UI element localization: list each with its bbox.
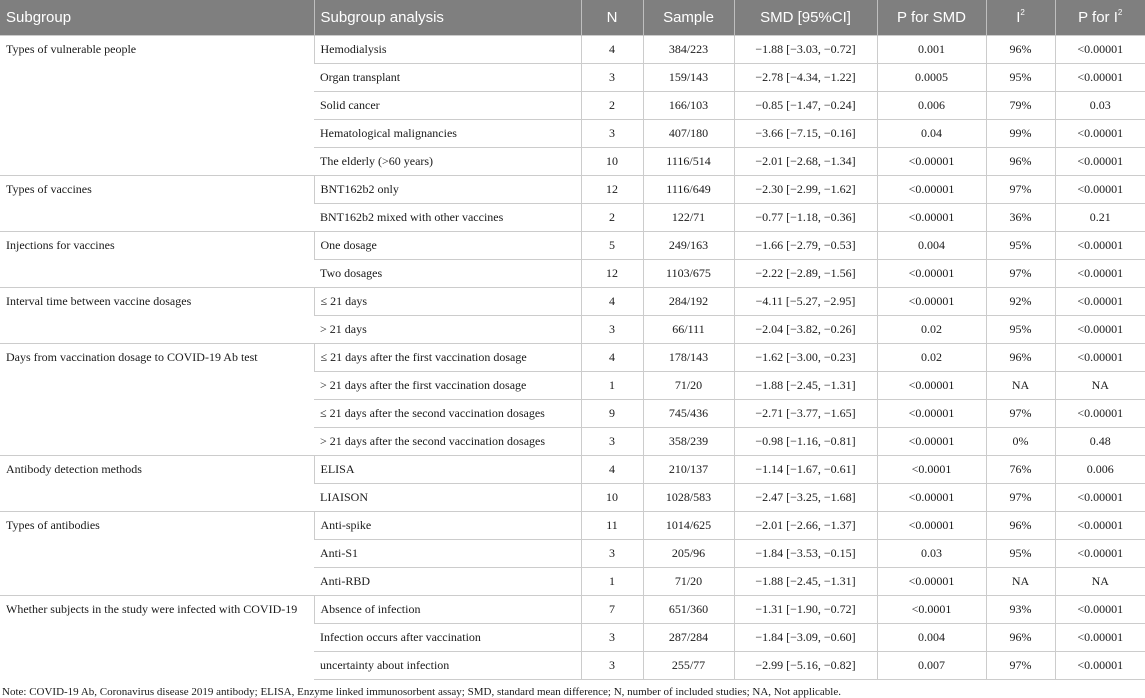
- cell-i2: NA: [986, 371, 1055, 399]
- cell-smd: −1.88 [−2.45, −1.31]: [734, 371, 877, 399]
- cell-p-for-i2: <0.00001: [1055, 147, 1145, 175]
- cell-subgroup: Interval time between vaccine dosages: [0, 287, 314, 343]
- cell-sample: 205/96: [643, 539, 734, 567]
- cell-smd: −1.14 [−1.67, −0.61]: [734, 455, 877, 483]
- cell-p-for-smd: <0.0001: [877, 455, 986, 483]
- cell-smd: −0.85 [−1.47, −0.24]: [734, 91, 877, 119]
- cell-i2: 96%: [986, 147, 1055, 175]
- cell-i2: 95%: [986, 539, 1055, 567]
- header-i2-base: I: [1016, 8, 1021, 26]
- cell-subgroup-analysis: Hemodialysis: [314, 35, 581, 63]
- cell-n: 4: [581, 287, 643, 315]
- cell-smd: −0.77 [−1.18, −0.36]: [734, 203, 877, 231]
- cell-p-for-i2: 0.006: [1055, 455, 1145, 483]
- cell-subgroup-analysis: The elderly (>60 years): [314, 147, 581, 175]
- cell-p-for-i2: 0.48: [1055, 427, 1145, 455]
- cell-subgroup-analysis: Anti-spike: [314, 511, 581, 539]
- cell-p-for-smd: 0.02: [877, 343, 986, 371]
- cell-p-for-i2: <0.00001: [1055, 35, 1145, 63]
- cell-smd: −3.66 [−7.15, −0.16]: [734, 119, 877, 147]
- cell-subgroup-analysis: ≤ 21 days after the first vaccination dosage: [314, 343, 581, 371]
- cell-smd: −2.99 [−5.16, −0.82]: [734, 651, 877, 679]
- cell-p-for-smd: <0.00001: [877, 483, 986, 511]
- cell-smd: −4.11 [−5.27, −2.95]: [734, 287, 877, 315]
- cell-p-for-i2: <0.00001: [1055, 119, 1145, 147]
- cell-p-for-i2: <0.00001: [1055, 343, 1145, 371]
- cell-subgroup-analysis: Anti-S1: [314, 539, 581, 567]
- cell-i2: 97%: [986, 175, 1055, 203]
- cell-p-for-smd: <0.00001: [877, 175, 986, 203]
- cell-n: 12: [581, 259, 643, 287]
- cell-i2: 96%: [986, 35, 1055, 63]
- cell-sample: 122/71: [643, 203, 734, 231]
- cell-p-for-smd: 0.007: [877, 651, 986, 679]
- cell-p-for-smd: 0.004: [877, 231, 986, 259]
- cell-sample: 358/239: [643, 427, 734, 455]
- cell-sample: 178/143: [643, 343, 734, 371]
- header-i2-superscript: 2: [1020, 7, 1025, 17]
- cell-subgroup-analysis: ≤ 21 days: [314, 287, 581, 315]
- table-footnote: Note: COVID-19 Ab, Coronavirus disease 2019 antibody; ELISA, Enzyme linked immunosorbent assay; SMD, standard mean difference; N, number of included studies; NA, Not applicable.: [2, 685, 841, 698]
- cell-smd: −2.01 [−2.66, −1.37]: [734, 511, 877, 539]
- cell-n: 2: [581, 203, 643, 231]
- cell-n: 4: [581, 343, 643, 371]
- table-row: [0, 287, 1145, 315]
- cell-sample: 249/163: [643, 231, 734, 259]
- table-row: [0, 231, 1145, 259]
- header-p-for-i2: [1055, 0, 1145, 35]
- header-i2: [986, 0, 1055, 35]
- cell-smd: −1.88 [−2.45, −1.31]: [734, 567, 877, 595]
- cell-p-for-i2: <0.00001: [1055, 315, 1145, 343]
- cell-smd: −1.88 [−3.03, −0.72]: [734, 35, 877, 63]
- cell-p-for-i2: <0.00001: [1055, 511, 1145, 539]
- cell-sample: 287/284: [643, 623, 734, 651]
- cell-p-for-smd: <0.00001: [877, 203, 986, 231]
- header-n: N: [581, 0, 643, 35]
- cell-p-for-i2: <0.00001: [1055, 287, 1145, 315]
- cell-p-for-i2: 0.03: [1055, 91, 1145, 119]
- cell-smd: −0.98 [−1.16, −0.81]: [734, 427, 877, 455]
- cell-i2: 93%: [986, 595, 1055, 623]
- cell-p-for-smd: <0.00001: [877, 147, 986, 175]
- cell-n: 3: [581, 315, 643, 343]
- cell-subgroup-analysis: Solid cancer: [314, 91, 581, 119]
- cell-i2: 97%: [986, 259, 1055, 287]
- cell-i2: 0%: [986, 427, 1055, 455]
- cell-subgroup: Types of antibodies: [0, 511, 314, 595]
- cell-i2: 96%: [986, 623, 1055, 651]
- cell-i2: 95%: [986, 315, 1055, 343]
- cell-i2: 36%: [986, 203, 1055, 231]
- cell-p-for-i2: <0.00001: [1055, 231, 1145, 259]
- table-header-row: [0, 0, 1145, 35]
- cell-p-for-smd: <0.00001: [877, 399, 986, 427]
- cell-i2: 76%: [986, 455, 1055, 483]
- cell-i2: 97%: [986, 483, 1055, 511]
- cell-sample: 166/103: [643, 91, 734, 119]
- header-p-for-i2-superscript: 2: [1117, 7, 1123, 17]
- header-subgroup-analysis: Subgroup analysis: [314, 0, 581, 35]
- cell-smd: −2.78 [−4.34, −1.22]: [734, 63, 877, 91]
- cell-p-for-smd: 0.004: [877, 623, 986, 651]
- cell-i2: 95%: [986, 231, 1055, 259]
- cell-subgroup: Types of vaccines: [0, 175, 314, 231]
- cell-n: 3: [581, 651, 643, 679]
- cell-subgroup: Days from vaccination dosage to COVID-19 Ab test: [0, 343, 314, 455]
- cell-n: 3: [581, 539, 643, 567]
- cell-n: 11: [581, 511, 643, 539]
- cell-subgroup: Injections for vaccines: [0, 231, 314, 287]
- cell-sample: 1116/649: [643, 175, 734, 203]
- header-smd: SMD [95%CI]: [734, 0, 877, 35]
- cell-p-for-smd: <0.00001: [877, 511, 986, 539]
- cell-sample: 745/436: [643, 399, 734, 427]
- cell-p-for-i2: <0.00001: [1055, 483, 1145, 511]
- table-row: [0, 175, 1145, 203]
- cell-smd: −2.01 [−2.68, −1.34]: [734, 147, 877, 175]
- cell-i2: 97%: [986, 399, 1055, 427]
- cell-p-for-smd: <0.0001: [877, 595, 986, 623]
- cell-p-for-i2: 0.21: [1055, 203, 1145, 231]
- cell-sample: 384/223: [643, 35, 734, 63]
- header-subgroup: Subgroup: [0, 0, 314, 35]
- cell-smd: −2.71 [−3.77, −1.65]: [734, 399, 877, 427]
- cell-p-for-i2: <0.00001: [1055, 623, 1145, 651]
- cell-subgroup-analysis: One dosage: [314, 231, 581, 259]
- cell-subgroup-analysis: Two dosages: [314, 259, 581, 287]
- cell-smd: −2.30 [−2.99, −1.62]: [734, 175, 877, 203]
- cell-p-for-i2: <0.00001: [1055, 63, 1145, 91]
- cell-sample: 407/180: [643, 119, 734, 147]
- cell-subgroup-analysis: BNT162b2 only: [314, 175, 581, 203]
- cell-subgroup-analysis: Organ transplant: [314, 63, 581, 91]
- cell-sample: 651/360: [643, 595, 734, 623]
- cell-sample: 1028/583: [643, 483, 734, 511]
- cell-sample: 66/111: [643, 315, 734, 343]
- cell-n: 10: [581, 483, 643, 511]
- cell-smd: −1.66 [−2.79, −0.53]: [734, 231, 877, 259]
- cell-p-for-smd: <0.00001: [877, 371, 986, 399]
- cell-p-for-i2: NA: [1055, 371, 1145, 399]
- cell-subgroup-analysis: Infection occurs after vaccination: [314, 623, 581, 651]
- cell-subgroup: Whether subjects in the study were infected with COVID-19: [0, 595, 314, 679]
- cell-i2: NA: [986, 567, 1055, 595]
- cell-sample: 255/77: [643, 651, 734, 679]
- cell-i2: 99%: [986, 119, 1055, 147]
- cell-p-for-smd: <0.00001: [877, 567, 986, 595]
- cell-p-for-i2: <0.00001: [1055, 539, 1145, 567]
- table-row: [0, 455, 1145, 483]
- cell-n: 4: [581, 455, 643, 483]
- cell-subgroup-analysis: Anti-RBD: [314, 567, 581, 595]
- cell-subgroup-analysis: > 21 days after the first vaccination dosage: [314, 371, 581, 399]
- table-row: [0, 35, 1145, 63]
- cell-sample: 71/20: [643, 371, 734, 399]
- cell-p-for-smd: 0.0005: [877, 63, 986, 91]
- cell-smd: −2.47 [−3.25, −1.68]: [734, 483, 877, 511]
- cell-subgroup: Antibody detection methods: [0, 455, 314, 511]
- cell-smd: −1.84 [−3.09, −0.60]: [734, 623, 877, 651]
- cell-smd: −1.31 [−1.90, −0.72]: [734, 595, 877, 623]
- cell-sample: 71/20: [643, 567, 734, 595]
- cell-smd: −2.04 [−3.82, −0.26]: [734, 315, 877, 343]
- cell-subgroup-analysis: Hematological malignancies: [314, 119, 581, 147]
- header-sample: Sample: [643, 0, 734, 35]
- cell-smd: −1.84 [−3.53, −0.15]: [734, 539, 877, 567]
- cell-subgroup-analysis: Absence of infection: [314, 595, 581, 623]
- cell-p-for-i2: <0.00001: [1055, 595, 1145, 623]
- cell-p-for-smd: 0.02: [877, 315, 986, 343]
- cell-subgroup-analysis: > 21 days after the second vaccination dosages: [314, 427, 581, 455]
- cell-i2: 96%: [986, 343, 1055, 371]
- cell-sample: 1103/675: [643, 259, 734, 287]
- cell-n: 1: [581, 567, 643, 595]
- cell-n: 3: [581, 119, 643, 147]
- cell-sample: 1116/514: [643, 147, 734, 175]
- cell-p-for-smd: <0.00001: [877, 259, 986, 287]
- cell-subgroup: Types of vulnerable people: [0, 35, 314, 175]
- cell-subgroup-analysis: BNT162b2 mixed with other vaccines: [314, 203, 581, 231]
- table-row: [0, 511, 1145, 539]
- cell-sample: 210/137: [643, 455, 734, 483]
- cell-sample: 159/143: [643, 63, 734, 91]
- cell-n: 3: [581, 623, 643, 651]
- cell-i2: 95%: [986, 63, 1055, 91]
- cell-n: 1: [581, 371, 643, 399]
- cell-i2: 96%: [986, 511, 1055, 539]
- cell-p-for-i2: <0.00001: [1055, 259, 1145, 287]
- cell-p-for-i2: <0.00001: [1055, 175, 1145, 203]
- cell-p-for-smd: 0.03: [877, 539, 986, 567]
- cell-n: 7: [581, 595, 643, 623]
- cell-p-for-i2: <0.00001: [1055, 399, 1145, 427]
- header-p-for-i2-base: P for I: [1078, 8, 1118, 26]
- cell-n: 2: [581, 91, 643, 119]
- cell-p-for-smd: <0.00001: [877, 287, 986, 315]
- table-row: [0, 343, 1145, 371]
- cell-smd: −1.62 [−3.00, −0.23]: [734, 343, 877, 371]
- cell-p-for-smd: 0.04: [877, 119, 986, 147]
- table-body: [0, 35, 1145, 679]
- cell-p-for-smd: 0.001: [877, 35, 986, 63]
- cell-n: 9: [581, 399, 643, 427]
- cell-subgroup-analysis: > 21 days: [314, 315, 581, 343]
- cell-i2: 92%: [986, 287, 1055, 315]
- cell-sample: 1014/625: [643, 511, 734, 539]
- cell-smd: −2.22 [−2.89, −1.56]: [734, 259, 877, 287]
- cell-p-for-i2: NA: [1055, 567, 1145, 595]
- cell-n: 3: [581, 63, 643, 91]
- cell-subgroup-analysis: ≤ 21 days after the second vaccination dosages: [314, 399, 581, 427]
- cell-subgroup-analysis: ELISA: [314, 455, 581, 483]
- cell-n: 3: [581, 427, 643, 455]
- cell-n: 10: [581, 147, 643, 175]
- table-row: [0, 595, 1145, 623]
- cell-n: 12: [581, 175, 643, 203]
- cell-n: 4: [581, 35, 643, 63]
- cell-p-for-i2: <0.00001: [1055, 651, 1145, 679]
- cell-p-for-smd: 0.006: [877, 91, 986, 119]
- cell-subgroup-analysis: LIAISON: [314, 483, 581, 511]
- header-p-for-smd: P for SMD: [877, 0, 986, 35]
- cell-p-for-smd: <0.00001: [877, 427, 986, 455]
- cell-subgroup-analysis: uncertainty about infection: [314, 651, 581, 679]
- cell-sample: 284/192: [643, 287, 734, 315]
- cell-i2: 79%: [986, 91, 1055, 119]
- cell-i2: 97%: [986, 651, 1055, 679]
- cell-n: 5: [581, 231, 643, 259]
